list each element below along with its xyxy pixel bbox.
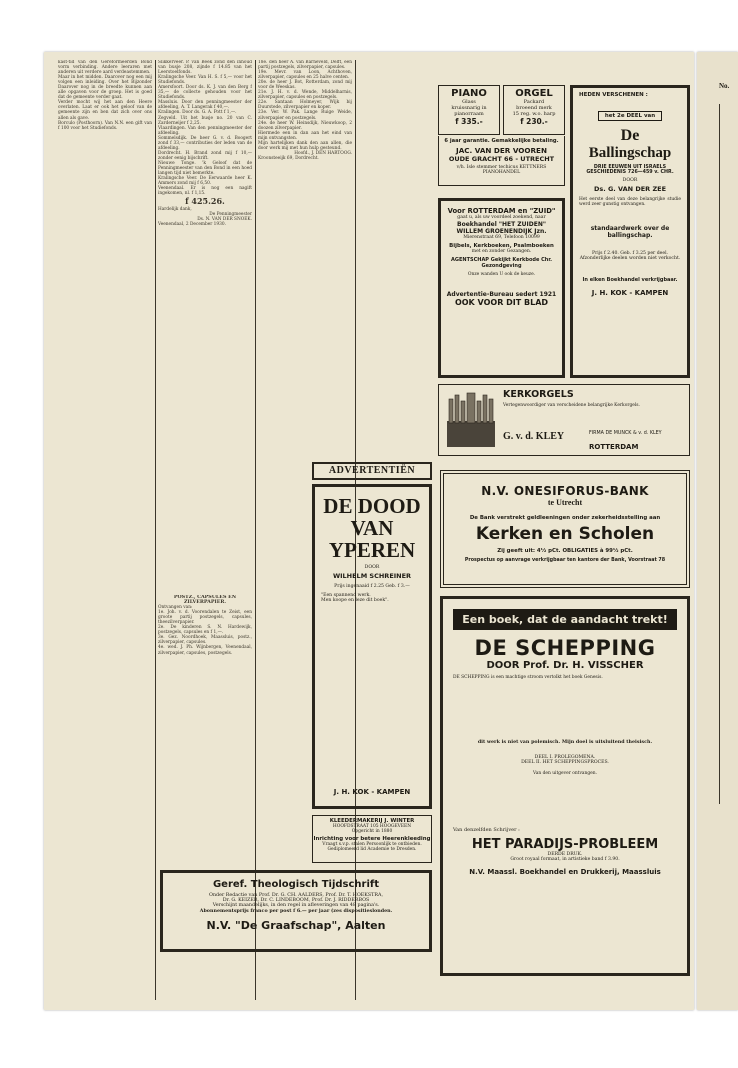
- ad-line: DEEL I. PROLEGOMENA.: [534, 755, 596, 760]
- page-number-label: No.: [719, 82, 730, 90]
- ad-title: Voor ROTTERDAM en "ZUID": [447, 207, 556, 215]
- ad-author: WILHELM SCHREINER: [332, 572, 412, 580]
- text-column-3: [258, 60, 352, 492]
- paragraph: 19e. Mevr. van Loon, Achthoven, zilverpapier, capsules en 25 halve centen.: [258, 70, 352, 81]
- paragraph: Zegveld. Uit het busje no. 20 van C. Zarderneijer f 2,25.: [158, 115, 252, 126]
- ad-line: De Bank verstrekt geldleeningen onder zekerheidsstelling aan: [469, 515, 661, 521]
- paragraph: Kralingsche Veer. Van H. S. f 5,— voor het Studiefonds.: [158, 75, 252, 86]
- section-title: ADVERTENTIËN: [328, 465, 416, 476]
- signature-name: Hoofd., J. DEN HARTOOG.: [294, 150, 352, 156]
- ad-van-der-vooren: [438, 136, 565, 186]
- ad-body: Van den uitgever ontvangen.: [532, 771, 597, 776]
- ad-body: Vertegenwoordiger van verscheidene belangrijke Kerkorgels.: [503, 403, 640, 408]
- ad-line: pianorraam: [454, 111, 484, 117]
- paragraph: 23e. Ver. W. Pak. Lange Ruige Weide, zilverpapier en postzegels.: [258, 110, 352, 121]
- column-rule: [255, 60, 256, 1000]
- paragraph: Dordrecht. H. Brand zond mij f 10,— zonder eenig bijschrift.: [158, 150, 252, 161]
- ad-title: N.V. ONESIFORUS-BANK: [481, 484, 649, 498]
- ad-author: DOOR Prof. Dr. H. VISSCHER: [486, 660, 644, 671]
- paragraph: Maar in het midden. Daarover nog een mij volgen een inleiding. Over het Bijzonder Daarover nog in de breedte kunnen aan alle opgaven voor de groep. Het is goed dat de gemeente verder gaat.: [58, 75, 152, 101]
- signature-date: Veenendaal, 2 December 1930.: [158, 222, 226, 228]
- ad-line: Onder Redactie van Prof. Dr. G. CH. AALDERS, Prof. Dr. T. HOEKSTRA,: [209, 893, 383, 898]
- ad-line: DOOR: [622, 178, 638, 183]
- ad-address: HOOFDSTRAAT 105 HOOGEVEEN: [332, 824, 412, 829]
- ad-line: Advertentie-Bureau sedert 1921: [446, 291, 557, 298]
- ad-line: Opgericht in 1880: [351, 829, 393, 834]
- ad-line: AGENTSCHAP Gekijkt Kerkbode Chr. Gezondgeving: [451, 257, 552, 269]
- ad-publisher: N.V. "De Graafschap", Aalten: [206, 919, 386, 932]
- paragraph: 1e. Joh. v. d. Voorendalen te Zeist, een groote partij postzegels, capsules, theezilverpapier.: [158, 610, 252, 626]
- ad-address: Mierenstraat 69, Telefoon 10099: [463, 235, 540, 240]
- ad-onesiforus-bank: [440, 470, 690, 588]
- ad-title: DE SCHEPPING: [474, 636, 656, 660]
- ad-piano: [438, 85, 500, 135]
- ad-publisher: N.V. Maassl. Boekhandel en Drukkerij, Maassluis: [469, 868, 661, 876]
- ad-line: Vraagt s.v.p. stalen Persoonlijk te ontbieden.: [322, 842, 422, 847]
- ad-title: De: [620, 127, 640, 144]
- ad-price: f 230.-: [520, 117, 548, 126]
- paragraph: 3e. Gez. Noordhoek, Maassluis, postz., zilverpapier, capsules.: [158, 635, 252, 646]
- ad-orgel: [503, 85, 565, 135]
- paragraph: Sommelsdijk. De heer G. v. d. Boogert zond f 33,— contributies der leden van de afdeeling.: [158, 135, 252, 151]
- ad-kleedermakerij-winter: [312, 815, 432, 863]
- ad-line: FIRMA DE MUNCK & v. d. KLEY: [589, 431, 662, 436]
- paragraph: Amersfoort. Door ds. K. J. van den Berg f 35,— de collecte gehouden voor het Studiefonds.: [158, 85, 252, 101]
- ad-line: In elken Boekhandel verkrijgbaar.: [582, 277, 678, 283]
- ad-line: v/h. Isle stemmer techicus KETTNERS: [456, 165, 547, 170]
- signature-role: De Penningmeester: [209, 212, 252, 218]
- ad-publisher: J. H. KOK - KAMPEN: [333, 788, 411, 796]
- ad-quote: Men koope en leze dit boek".: [321, 598, 389, 603]
- advertenties-header: [312, 462, 432, 480]
- paragraph: kast-tid van den Gereformeerden Bond vorm verbinding. Andere leeraren met anderen uit verdere aard verdeastemmen.: [58, 60, 152, 76]
- ad-line: Packard: [523, 99, 545, 105]
- ad-line: Glass: [462, 99, 476, 105]
- ad-line: 15 reg. w.o. harp: [512, 111, 556, 117]
- paragraph: Kralingsche Veer. De Eerwaarde heer K. Ammers zond mij f 6,50.: [158, 176, 252, 187]
- ad-body: Onze wanden U ook de keuze.: [467, 272, 536, 277]
- ad-price: Prijs ingenaaid f 2.25 Geb. f 3.—: [334, 584, 410, 589]
- ad-name: JAC. VAN DER VOOREN: [456, 146, 547, 155]
- ad-line: kruissnarig in: [451, 105, 487, 111]
- paragraph: 20e. de heer J. Bot, Rotterdam, zond mij voor de Weeskas.: [258, 80, 352, 91]
- ad-line: DOOR: [364, 565, 380, 570]
- ad-title: VAN: [350, 516, 394, 540]
- ad-subtitle: DRIE EEUWEN UIT ISRAELS GESCHIEDENIS 726—459 v. CHR.: [586, 165, 674, 175]
- ad-line: ballingschap.: [607, 232, 653, 239]
- ad-line: Bijbels, Kerkboeken, Psalmboeken: [449, 243, 554, 249]
- ad-line: Gediplomeerd lid Academie te Dresden.: [327, 847, 417, 852]
- total-amount: f 425.26.: [185, 196, 225, 207]
- paragraph: 22e. Santaan Holmeyer, Wijk bij Duurstede, zilverpapier en koper.: [258, 100, 352, 111]
- ad-title: Geref. Theologisch Tijdschrift: [212, 879, 380, 890]
- ad-title: KERKORGELS: [503, 389, 574, 400]
- ad-line: Inrichting voor betere Heerenkleeding: [313, 836, 431, 842]
- paragraph: Mijn hartelijken dank den aan allen, die door werk mij met hun hulp gesteund.: [258, 140, 352, 151]
- ad-line: broeend merk: [516, 105, 552, 111]
- ad-body: Het eerste deel van deze belangrijke studie werd zeer gunstig ontvangen.: [579, 197, 681, 207]
- next-page-edge: [697, 52, 738, 1010]
- paragraph: Kralingen. Door ds. G. A. Pott f 1,—.: [158, 110, 237, 116]
- ad-publisher: J. H. KOK - KAMPEN: [591, 289, 669, 297]
- ad-price: f 335.-: [455, 117, 483, 126]
- ad-line: 6 jaar garantie. Gemakkelijke betaling.: [444, 138, 559, 144]
- ad-title: Ballingschap: [588, 145, 672, 161]
- paragraph: Nieuwe Tonge. 'k Geloof dat de Penningmeester van den Bond in een hoed langen tijd niet bemerkte.: [158, 160, 252, 177]
- section-heading: POSTZ., CAPSULES EN ZILVERPAPIER.: [173, 595, 237, 606]
- paragraph: Massluis. Door den penningmeester der afdeeling, A. T. Langerak f 40,—.: [158, 100, 252, 111]
- ad-line: DERDE DRUK.: [547, 852, 583, 857]
- ad-banner: Een boek, dat de aandacht trekt!: [453, 609, 677, 630]
- ad-headline: Kerken en Scholen: [475, 524, 655, 544]
- ad-line: Zij geeft uit: 4½ pCt. OBLIGATIES à 99½ pCt.: [497, 548, 633, 554]
- paragraph: Slikkerveer. P. van Beek zond den inhoud van busje 208, zijnde f 14.85 van het Leerstoelfonds.: [158, 60, 252, 76]
- ad-price: Prijs f 2.40. Geb. f 3.25 per deel.: [591, 251, 669, 256]
- paragraph: 2e. De kinderen S. N. Hardewijk, postzegels, capsules en f 1,—.: [158, 625, 252, 636]
- ad-owner: WILLEM GROENENDIJK Jzn.: [456, 228, 547, 235]
- ad-line: Afzonderlijke deelen worden niet verkocht.: [579, 256, 681, 261]
- ad-title: DE DOOD: [323, 494, 421, 518]
- ad-line: met en zonder Gezangen.: [471, 249, 532, 254]
- text-column-2: [158, 60, 252, 580]
- paragraph: Hiermede een in dan aan het eind van mijn ontvangsten.: [258, 130, 352, 141]
- ad-line: PIANOHANDEL: [482, 170, 521, 175]
- ad-address: OUDE GRACHT 66 - UTRECHT: [448, 155, 555, 163]
- ad-title: ORGEL: [515, 88, 553, 99]
- ad-line: OOK VOOR DIT BLAD: [454, 298, 549, 307]
- paragraph: Verder mocht wij het aan den Heere overlaten. Laat er ook het geloof van de gemeente zijn en ben dat zich over ons allen als gave.: [58, 100, 152, 121]
- ad-line: standaardwerk over de: [590, 225, 670, 232]
- paragraph: 21e. J. H. v. d. Wende, Middelharnis, zilverpapier, capsules en postzegels.: [258, 90, 352, 101]
- ad-de-dood-van-yperen: [312, 484, 432, 809]
- ad-line: Van denzelfden Schrijver :: [453, 827, 520, 833]
- ad-line: Verschijnt maandelijks, in den regel in afleveringen van 48 pagina's.: [212, 903, 380, 908]
- ad-author: Ds. G. VAN DER ZEE: [593, 185, 667, 193]
- ad-line: het 2e DEEL van: [598, 111, 662, 121]
- ad-line: gaat u, als uw voordeel zoekend, naar: [457, 215, 546, 220]
- signature-thanks: Hardelijk dank,: [158, 207, 192, 213]
- paragraph: Veenendaal. Er is nog een nagift ingekomen, nl. f 1,15.: [158, 186, 252, 197]
- organ-illustration: [445, 391, 497, 449]
- next-page-column-rule: [719, 104, 738, 804]
- ad-theologisch-tijdschrift: [160, 870, 432, 952]
- paragraph: 24e. de heer W. Heinsdijk, Nieuwkoop, 2 doozen zilverpapier.: [258, 120, 352, 131]
- paragraph: Borculo (Posthoorn). Van N.N. een gift van f 100 voor het Studiefonds.: [58, 120, 152, 131]
- ad-city: te Utrecht: [547, 498, 583, 507]
- ad-name: G. v. d. KLEY: [503, 431, 565, 442]
- ad-de-ballingschap: [570, 85, 690, 378]
- ad-city: ROTTERDAM: [589, 443, 639, 451]
- paragraph: 4e. wed. J. Ph. Wijnbergen, Veenendaal, zilverpapier, capsules, postzegels.: [158, 645, 252, 656]
- column-rule: [155, 60, 156, 1000]
- ad-line: Dr. G. KEIZER, Dr. C. LINDEBOOM, Prof. Dr. J. RIDDERBOS: [222, 898, 370, 903]
- ad-name: Boekhandel "HET ZUIDEN": [457, 221, 546, 228]
- paragraph: Vlaardingen. Van den penningmeester der afdeeling.: [158, 125, 252, 136]
- ad-title: YPEREN: [328, 538, 416, 562]
- ad-boekhandel-het-zuiden: [438, 198, 565, 378]
- paragraph: 18e. den heer A. van Barneveld, Delft, een partij postzegels, zilverpapier, capsules.: [258, 60, 352, 71]
- ad-kerkorgels: [438, 384, 690, 456]
- ad-line: DEEL II. HET SCHEPPINGSPROCES.: [521, 760, 609, 765]
- ad-header: HEDEN VERSCHENEN :: [579, 92, 648, 98]
- ad-quote: "Een spannend werk.: [321, 593, 371, 598]
- ad-line: Prospectus op aanvrage verkrijgbaar ten kantore der Bank, Voorstraat 78: [464, 558, 666, 563]
- ad-title: KLEEDERMAKERIJ J. WINTER: [329, 818, 415, 824]
- ad-de-schepping: [440, 596, 690, 976]
- ad-body: DE SCHEPPING is een machtige stroom vertolkt het boek Genesis.: [453, 675, 603, 680]
- ad-line: Abonnementsprijs franco per post f 6.— per jaar (zes dispositieslonden.: [199, 908, 393, 914]
- ad-quote: dit werk is niet van polemisch. Mijn doel is uitsluitend theisisch.: [477, 739, 653, 745]
- ad-title: PIANO: [451, 88, 487, 99]
- paragraph: Ontvangen van:: [158, 605, 193, 611]
- text-column-1: [58, 60, 152, 1000]
- signature-name: Ds. N. VAN DER SNOEK.: [197, 217, 252, 223]
- ad-title: HET PARADIJS-PROBLEEM: [471, 837, 659, 852]
- ad-price: Groot royaal formaat, in artistieke band f 3.90.: [510, 857, 620, 862]
- signature-place: Kroonsteeijk 69, Dordrecht.: [258, 155, 319, 161]
